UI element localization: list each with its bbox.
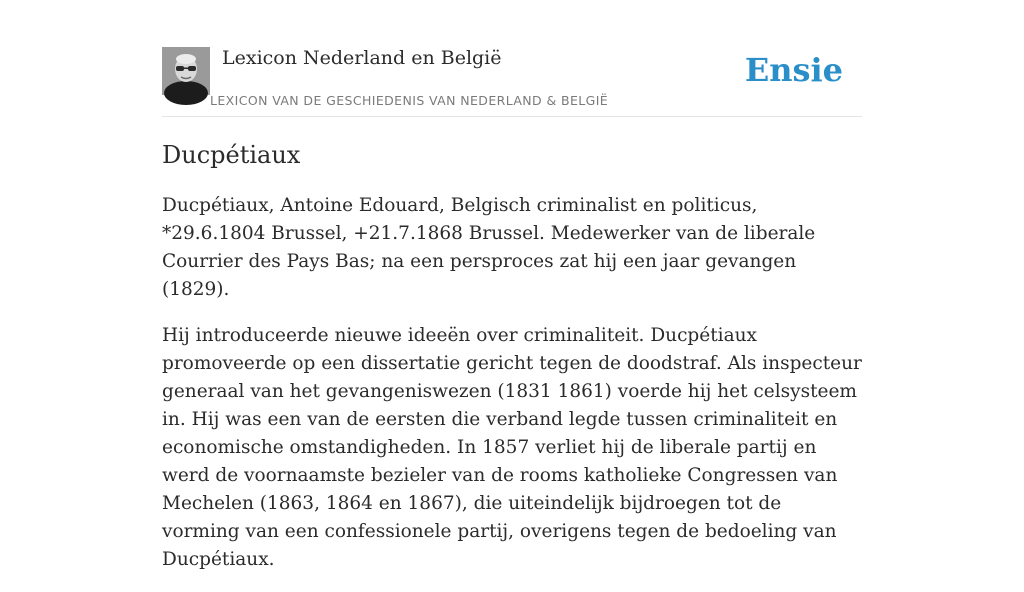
article-title: Ducpétiaux [162,141,301,169]
portrait-avatar-icon [162,47,210,95]
avatar[interactable] [162,47,210,95]
lexicon-header [162,46,862,117]
article-body [162,192,864,592]
article-paragraph: Ducpétiaux, Antoine Edouard, Belgisch criminalist en politicus, *29.6.1804 Brussel, +21.7.1868 Brussel. Medewerker van de liberale Courrier des Pays Bas; na een persproces zat hij een jaar gevangen (1829). [162,195,816,300]
lexicon-title[interactable]: Lexicon Nederland en België [222,47,502,69]
lexicon-subtitle: LEXICON VAN DE GESCHIEDENIS VAN NEDERLAND & BELGIË [210,93,609,108]
article-paragraph: Hij introduceerde nieuwe ideeën over criminaliteit. Ducpétiaux promoveerde op een dissertatie gericht tegen de doodstraf. Als inspecteur generaal van het gevangeniswezen (1831 1861) voerde hij het celsysteem in. Hij was een van de eersten die verband legde tussen criminaliteit en economische omstandigheden. In 1857 verliet hij de liberale partij en werd de voornaamste bezieler van de rooms katholieke Congressen van Mechelen (1863, 1864 en 1867), die uiteindelijk bijdroegen tot de vorming van een confessionele partij, overigens tegen de bedoeling van Ducpétiaux. [162,325,862,570]
ensie-logo-link[interactable]: Ensie [744,51,843,89]
